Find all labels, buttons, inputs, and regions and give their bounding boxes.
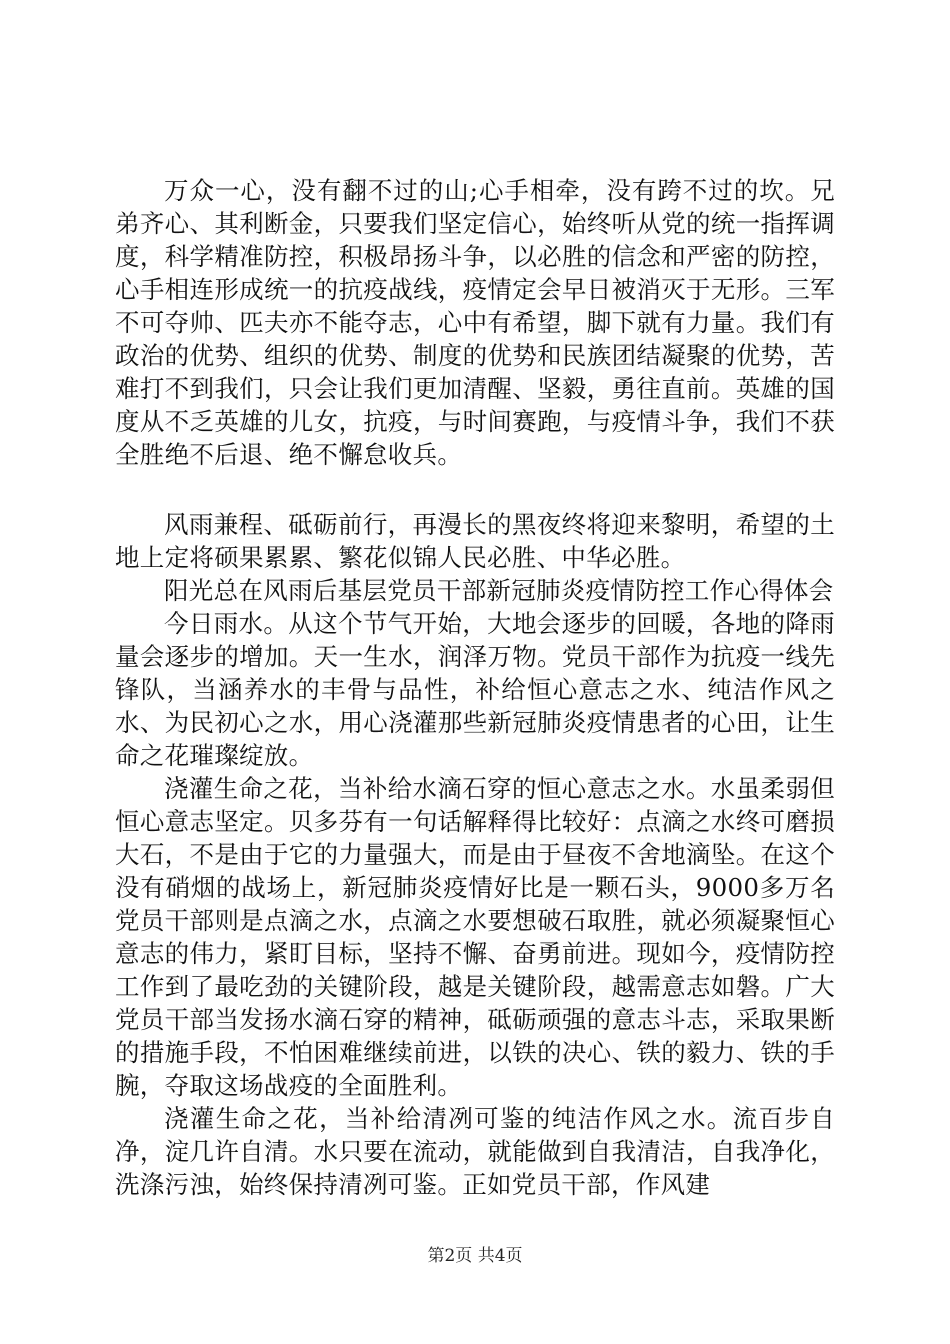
paragraph-4: 浇灌生命之花，当补给水滴石穿的恒心意志之水。水虽柔弱但恒心意志坚定。贝多芬有一句话解释得比较好：点滴之水终可磨损大石，不是由于它的力量强大，而是由于昼夜不舍地滴坠。在这个没有硝烟的战场上，新冠肺炎疫情好比是一颗石头，9000多万名党员干部则是点滴之水，点滴之水要想破石取胜，就必须凝聚恒心意志的伟力，紧盯目标，坚持不懈、奋勇前进。现如今，疫情防控工作到了最吃劲的关键阶段，越是关键阶段，越需意志如磐。广大党员干部当发扬水滴石穿的精神，砥砺顽强的意志斗志，采取果断的措施手段，不怕困难继续前进，以铁的决心、铁的毅力、铁的手腕，夺取这场战疫的全面胜利。: [115, 774, 835, 1100]
paragraph-3: 今日雨水。从这个节气开始，大地会逐步的回暖，各地的降雨量会逐步的增加。天一生水，润泽万物。党员干部作为抗疫一线先锋队，当涵养水的丰骨与品性，补给恒心意志之水、纯洁作风之水、为民初心之水，用心浇灌那些新冠肺炎疫情患者的心田，让生命之花璀璨绽放。: [115, 609, 835, 770]
page-footer: 第2页 共4页: [427, 1246, 523, 1266]
paragraph-5: 浇灌生命之花，当补给清冽可鉴的纯洁作风之水。流百步自净，淀几许自清。水只要在流动，就能做到自我清洁，自我净化，洗涤污浊，始终保持清冽可鉴。正如党员干部，作风建: [115, 1104, 835, 1199]
paragraph-1: 万众一心，没有翻不过的山;心手相牵，没有跨不过的坎。兄弟齐心、其利断金，只要我们坚定信心，始终听从党的统一指挥调度，科学精准防控，积极昂扬斗争，以必胜的信念和严密的防控，心手相连形成统一的抗疫战线，疫情定会早日被消灭于无形。三军不可夺帅、匹夫亦不能夺志，心中有希望，脚下就有力量。我们有政治的优势、组织的优势、制度的优势和民族团结凝聚的优势，苦难打不到我们，只会让我们更加清醒、坚毅，勇往直前。英雄的国度从不乏英雄的儿女，抗疫，与时间赛跑，与疫情斗争，我们不获全胜绝不后退、绝不懈怠收兵。: [115, 176, 835, 469]
section-title: 阳光总在风雨后基层党员干部新冠肺炎疫情防控工作心得体会: [164, 576, 834, 605]
paragraph-gap: [115, 471, 835, 508]
paragraph-2: 风雨兼程、砥砺前行，再漫长的黑夜终将迎来黎明，希望的土地上定将硕果累累、繁花似锦人民必胜、中华必胜。: [115, 510, 835, 572]
document-body: [115, 174, 835, 1201]
